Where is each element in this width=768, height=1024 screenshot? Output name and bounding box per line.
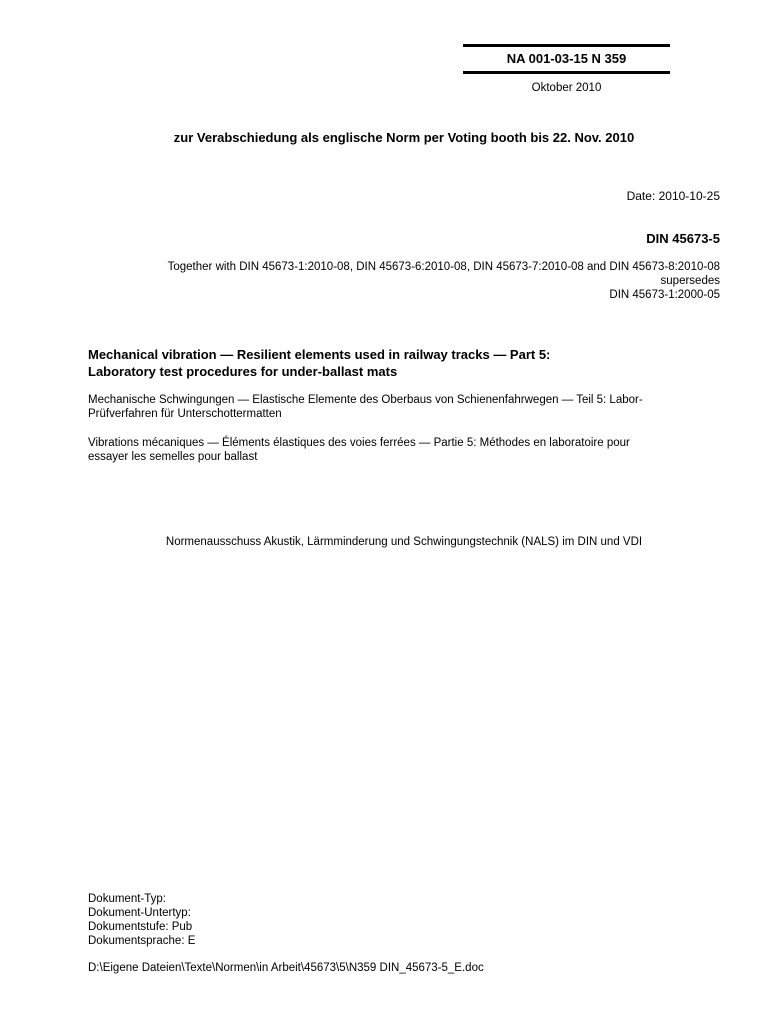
english-title-line-2: Laboratory test procedures for under-ballast mats [88,364,398,379]
committee-name: Normenausschuss Akustik, Lärmminderung und Schwingungstechnik (NALS) im DIN und VDI [165,536,643,548]
supersedes-line-1: Together with DIN 45673-1:2010-08, DIN 45673-6:2010-08, DIN 45673-7:2010-08 and DIN 45673-8:2010-08 [167,261,720,273]
document-type: Dokument-Typ: [88,893,166,905]
document-language: Dokumentsprache: E [88,935,196,947]
french-title-line-2: essayer les semelles pour ballast [88,451,258,463]
german-title-line-1: Mechanische Schwingungen — Elastische Elemente des Oberbaus von Schienenfahrwegen — Teil 5: Labor- [88,394,643,406]
supersedes-line-2: supersedes [660,275,720,287]
document-subtype: Dokument-Untertyp: [88,907,191,919]
file-path: D:\Eigene Dateien\Texte\Normen\in Arbeit\45673\5\N359 DIN_45673-5_E.doc [88,962,484,974]
english-title [88,346,728,380]
supersedes-block [80,260,720,302]
document-number: NA 001-03-15 N 359 [463,44,670,74]
german-title-line-2: Prüfverfahren für Unterschottermatten [88,408,282,420]
german-title [88,393,728,421]
voting-notice: zur Verabschiedung als englische Norm per Voting booth bis 22. Nov. 2010 [173,130,635,145]
document-meta [88,892,195,948]
supersedes-line-3: DIN 45673-1:2000-05 [609,289,720,301]
date-line: Date: 2010-10-25 [626,189,720,203]
french-title-line-1: Vibrations mécaniques — Éléments élastiques des voies ferrées — Partie 5: Méthodes en laboratoire pour [88,437,630,449]
english-title-line-1: Mechanical vibration — Resilient elements used in railway tracks — Part 5: [88,347,551,362]
standard-number: DIN 45673-5 [646,231,720,246]
french-title [88,436,728,464]
issue-date: Oktober 2010 [531,82,602,94]
document-stage: Dokumentstufe: Pub [88,921,193,933]
